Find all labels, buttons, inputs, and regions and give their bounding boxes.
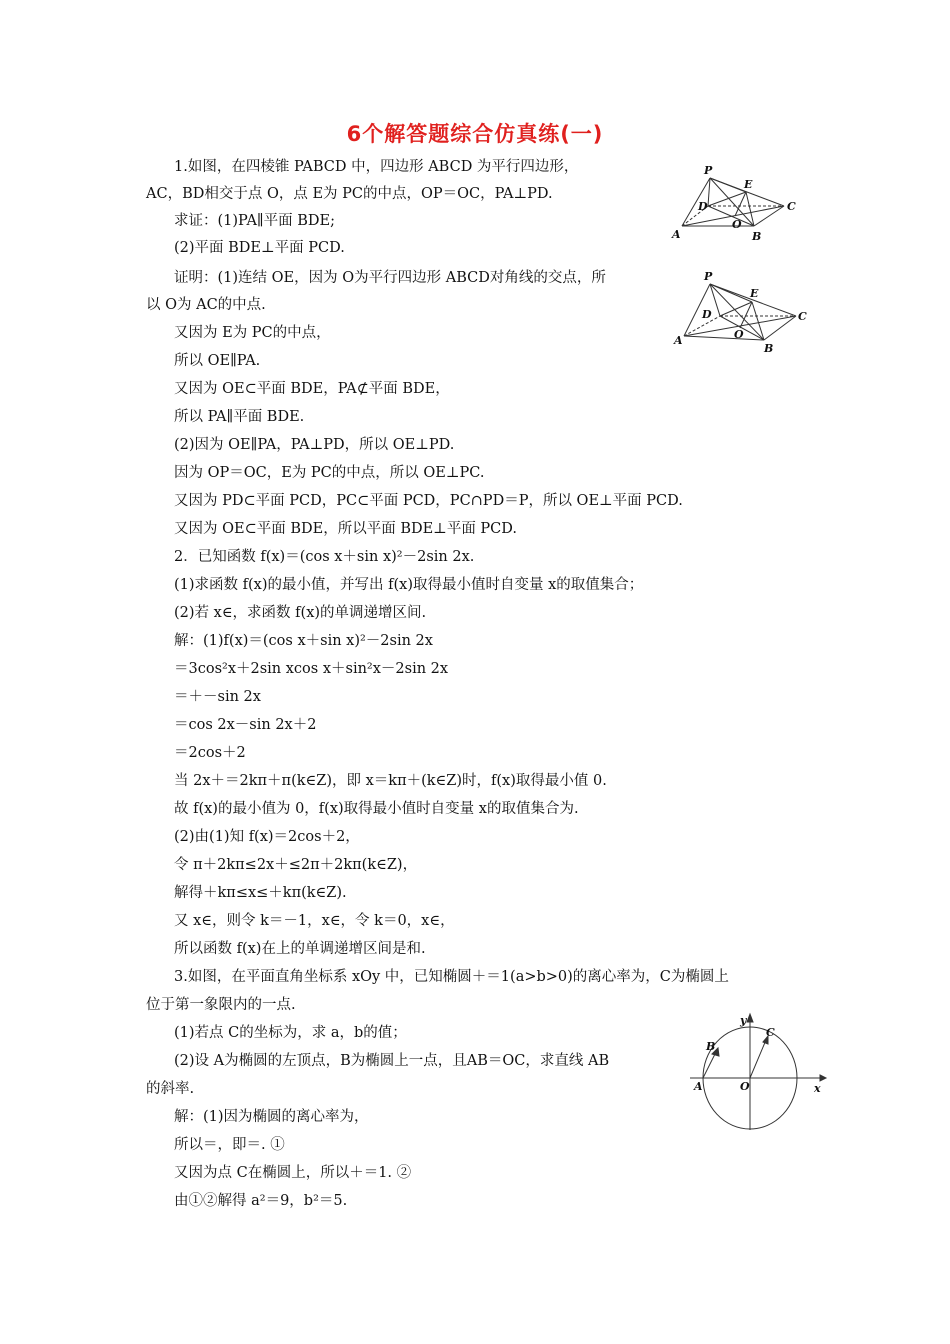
ellipse-label-x: x [814,1082,821,1095]
pyramid-label-e: E [744,178,753,191]
text-line: 又因为 E为 PC的中点， [174,325,331,341]
pyramid-label-p: P [704,164,713,177]
pyramid-label-a: A [674,334,683,347]
pyramid-label-d: D [702,308,712,321]
text-line: 令 π＋2kπ≤2x＋≤2π＋2kπ(k∈Z)， [174,857,418,873]
text-line: 的斜率. [146,1081,195,1097]
pyramid-figure-2 [664,266,809,356]
text-line: ＝2cos＋2 [174,745,246,761]
text-line: 所以 PA∥平面 BDE. [174,409,305,425]
text-line: 所以 OE∥PA. [174,353,261,369]
pyramid-figure-1 [660,158,800,248]
pyramid-label-b: B [764,342,774,355]
pyramid-label-p: P [704,270,713,283]
text-line: 1.如图，在四棱锥 PABCD 中，四边形 ABCD 为平行四边形， [174,159,579,175]
text-line: 又 x∈，则令 k＝－1，x∈，令 k＝0，x∈， [174,913,455,929]
text-line: ＝3cos²x＋2sin xcos x＋sin²x－2sin 2x [174,661,449,677]
ellipse-label-a: A [694,1080,703,1093]
text-line: (2)若 x∈，求函数 f(x)的单调递增区间. [174,605,427,621]
ellipse-label-b: B [706,1040,716,1053]
text-line: ＝cos 2x－sin 2x＋2 [174,717,317,733]
text-line: 求证：(1)PA∥平面 BDE; [174,213,335,229]
text-line: 所以＝，即＝. ① [174,1137,285,1153]
text-line: 又因为 OE⊂平面 BDE，PA⊄平面 BDE， [174,381,450,397]
text-line: (2)设 A为椭圆的左顶点，B为椭圆上一点，且AB＝OC，求直线 AB [174,1053,610,1069]
text-line: 故 f(x)的最小值为 0，f(x)取得最小值时自变量 x的取值集合为. [174,801,579,817]
pyramid-label-e: E [750,287,759,300]
pyramid-label-c: C [798,310,807,323]
text-line: 又因为 OE⊂平面 BDE，所以平面 BDE⊥平面 PCD. [174,521,517,537]
text-line: 又因为点 C在椭圆上，所以＋＝1. ② [174,1165,412,1181]
text-line: 以 O为 AC的中点. [146,297,266,313]
text-line: 3.如图，在平面直角坐标系 xOy 中，已知椭圆＋＝1(a>b>0)的离心率为，C为椭圆上 [174,969,729,985]
text-line: ＝＋－sin 2x [174,689,261,705]
text-line: (2)因为 OE∥PA，PA⊥PD，所以 OE⊥PD. [174,437,455,453]
text-line: (1)若点 C的坐标为，求 a，b的值； [174,1025,407,1041]
text-line: (2)由(1)知 f(x)＝2cos＋2， [174,829,360,845]
ellipse-label-o: O [740,1080,750,1093]
pyramid-label-o: O [732,218,742,231]
text-line: 因为 OP＝OC，E为 PC的中点，所以 OE⊥PC. [174,465,485,481]
text-line: AC，BD相交于点 O，点 E为 PC的中点，OP＝OC，PA⊥PD. [146,186,553,202]
text-line: 又因为 PD⊂平面 PCD，PC⊂平面 PCD，PC∩PD＝P，所以 OE⊥平面 PCD. [174,493,683,509]
text-line: 证明：(1)连结 OE，因为 O为平行四边形 ABCD对角线的交点，所 [174,270,606,286]
ellipse-label-y: y [740,1014,747,1027]
text-line: 解得＋kπ≤x≤＋kπ(k∈Z). [174,885,347,901]
text-line: 解：(1)因为椭圆的离心率为， [174,1109,369,1125]
text-line: 由①②解得 a²＝9，b²＝5. [174,1193,348,1209]
ellipse-label-c: C [766,1026,775,1039]
text-line: 位于第一象限内的一点. [146,997,296,1013]
ellipse-figure [688,1010,828,1135]
pyramid-label-o: O [734,328,744,341]
text-line: 解：(1)f(x)＝(cos x＋sin x)²－2sin 2x [174,633,433,649]
page-title: 6个解答题综合仿真练(一) [346,122,604,146]
pyramid-label-d: D [698,200,708,213]
pyramid-label-b: B [752,230,762,243]
text-line: 当 2x＋＝2kπ＋π(k∈Z)，即 x＝kπ＋(k∈Z)时，f(x)取得最小值 0. [174,773,607,789]
pyramid-label-a: A [672,228,681,241]
text-line: (2)平面 BDE⊥平面 PCD. [174,240,345,256]
pyramid-label-c: C [787,200,796,213]
text-line: (1)求函数 f(x)的最小值，并写出 f(x)取得最小值时自变量 x的取值集合； [174,577,644,593]
text-line: 所以函数 f(x)在上的单调递增区间是和. [174,941,426,957]
text-line: 2．已知函数 f(x)＝(cos x＋sin x)²－2sin 2x. [174,549,475,565]
